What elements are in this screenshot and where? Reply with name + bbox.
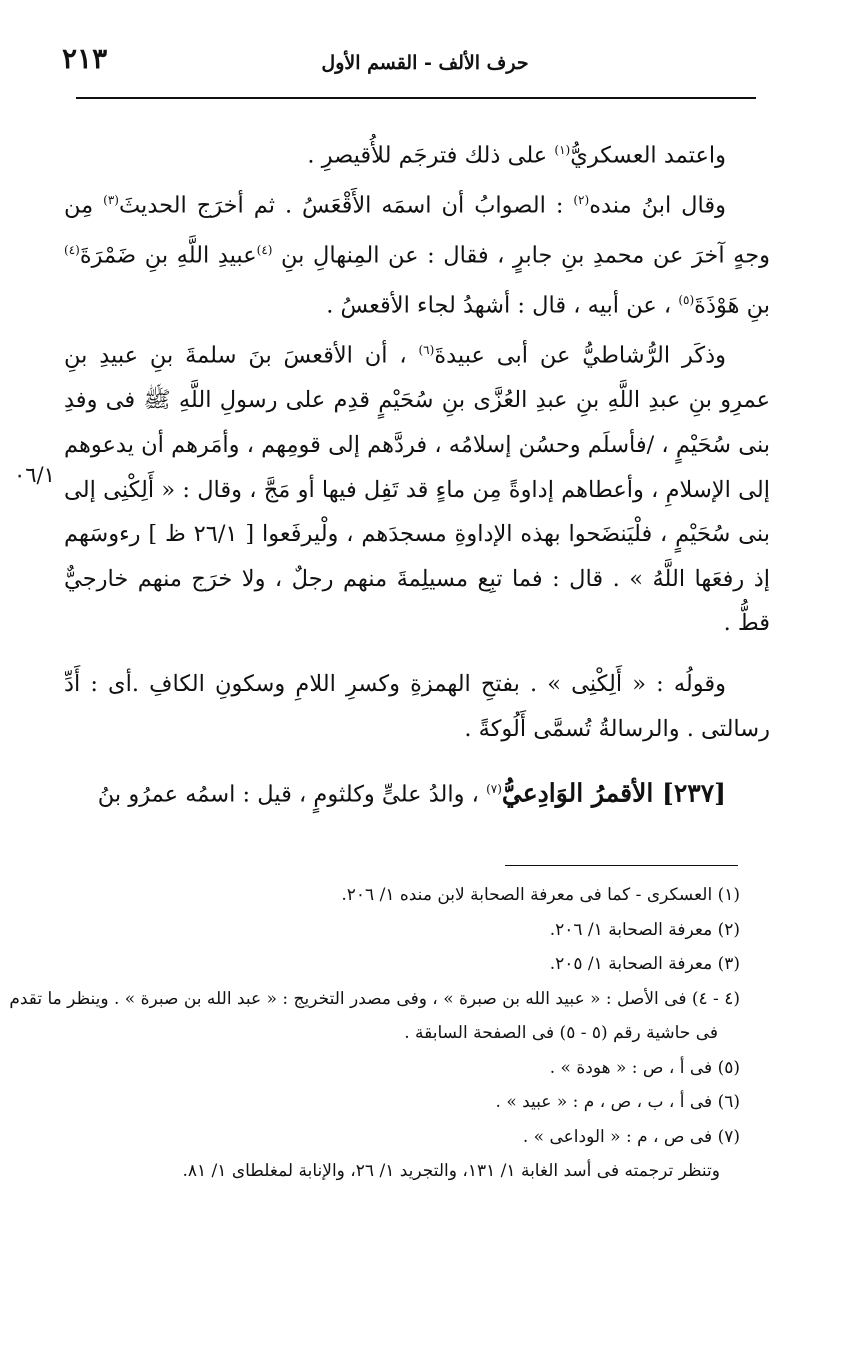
text-run: على ذلك فترجَم للأُقيصرِ . [307,142,555,169]
text-run: عبيدِ اللَّهِ بنِ ضَمْرَةَ [79,242,257,269]
footnote: (٣) معرفة الصحابة ١/ ٢٠٥. [549,954,740,974]
paragraph-3 [64,328,770,646]
footnote-ref: (٢) [573,193,590,208]
text-run: وذكَر الرُّشاطيُّ عن أبى عبيدةَ [434,342,726,369]
paragraph-4: وقولُه : « أَلِكْنِى » . بفتحِ الهمزةِ وكسرِ اللامِ وسكونِ الكافِ .أى : أَدِّ رسالتى . والرسالةُ تُسمَّى أَلُوكةً . [64,671,770,742]
footnote-ref: (١) [554,143,571,157]
footnote: (٢) معرفة الصحابة ١/ ٢٠٦. [549,919,740,940]
text-run: ، والدُ علىٍّ وكلثومٍ ، قيل : اسمُه عمرُو بنُ [97,781,487,808]
footnote-rule [505,865,738,866]
running-header: حرف الألف - القسم الأول [321,52,529,74]
footnote-reference-note: وتنظر ترجمته فى أسد الغابة ١/ ١٣١، والتجريد ١/ ٢٦، والإنابة لمغلطاى ١/ ٨١. [182,1161,720,1181]
footnote-ref: (٤) [256,243,273,258]
page-number: ٢١٣ [62,42,108,75]
main-text [64,128,770,817]
text-run: وقال ابنُ منده [589,192,726,219]
footnote: (٤ - ٤) فى الأصل : « عبيد الله بن صبرة » ، وفى مصدر التخريج : « عبد الله بن صبرة » . وينظر ما تقدم [9,988,740,1009]
header-rule [76,97,756,99]
paragraph-1 [64,128,770,178]
footnote: (٥) فى أ ، ص : « هودة » . [549,1057,740,1078]
text-run: : الصوابُ أن اسمَه الأَقْعَسُ . ثم أخرَج الحديثَ [118,192,574,219]
footnote: (٧) فى ص ، م : « الوداعى » . [522,1126,740,1147]
text-run: بنِ هَوْذَةَ [694,292,770,319]
footnote-ref: (٣) [103,193,119,208]
footnote: (٦) فى أ ، ب ، ص ، م : « عبيد » . [495,1092,740,1112]
entry-237 [64,767,770,817]
footnote-ref: (٤) [64,243,80,258]
footnote-ref: (٦) [418,343,435,358]
footnotes [9,878,740,1189]
footnote-ref: (٧) [486,782,502,797]
text-run: ، عن أبيه ، قال : أشهدُ لجاء الأقعسُ . [326,292,679,319]
footnote-ref: (٥) [678,293,695,308]
text-run: واعتمد العسكريُّ [570,142,726,169]
footnote-continuation: فى حاشية رقم (٥ - ٥) فى الصفحة السابقة . [404,1023,718,1043]
paragraph-2 [64,178,770,328]
footnote: (١) العسكرى - كما فى معرفة الصحابة لابن منده ١/ ٢٠٦. [341,885,740,905]
margin-folio-note: ٠٦/١ [14,463,55,487]
entry-heading: [٢٣٧] الأقمرُ الوَادِعيُّ [501,778,726,808]
text-run: مِن وجهٍ آخرَ عن محمدِ بنِ جابرٍ ، فقال : عن المِنهالِ بنِ [64,192,770,269]
text-run: ، أن الأقعسَ بنَ سلمةَ بنِ عبيدِ بنِ عمرِو بنِ عبدِ اللَّهِ بنِ عبدِ العُزَّى بنِ سُحَيْمٍ قدِم على رسولِ اللَّهِ ﷺ فى وفدِ بنى سُحَيْمٍ ، /فأسلَم وحسُن إسلامُه ، فردَّهم إلى قومِهم ، وأمَرهم أن يدعوهم إلى الإسلامِ ، وأعطاهم إداوةً مِن ماءٍ قد تَفِل فيها أو مَجَّ ، وقال : « أَلِكْنِى إلى بنى سُحَيْمٍ ، فلْيَنضَحوا بهذه الإداوةِ مسجدَهم ، ولْيرفَعوا [ ٢٦/١ ظ ] رءوسَهم إذ رفعَها اللَّهُ » . قال : فما تبِع مسيلِمةَ منهم رجلٌ ، ولا خرَج منهم خارجيٌّ قطُّ . [64,342,770,637]
